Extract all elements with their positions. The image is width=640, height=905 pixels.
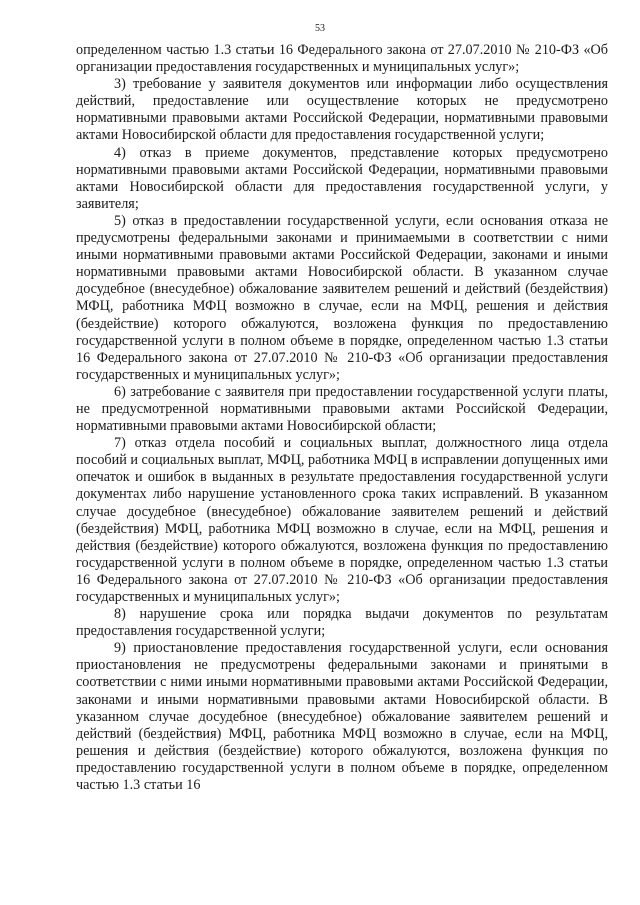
paragraph: 7) отказ отдела пособий и социальных выплат, должностного лица отдела пособий и социальных выплат, МФЦ, работника МФЦ в исправлении допущенных ими опечаток и ошибок в выданных в результате предоставления государственной услуги документах либо нарушение установленного срока таких исправлений. В указанном случае досудебное (внесудебное) обжалование заявителем решений и действий (бездействия) МФЦ, работника МФЦ возможно в случае, если на МФЦ, решения и действия (бездействие) которого обжалуются, возложена функция по предоставлению государственной услуги в полном объеме в порядке, определенном частью 1.3 статьи 16 Федерального закона от 27.07.2010 № 210-ФЗ «Об организации предоставления государственных и муниципальных услуг»; <box>76 435 608 605</box>
page-number: 53 <box>315 23 325 34</box>
paragraph: 3) требование у заявителя документов или информации либо осуществления действий, предоставление или осуществление которых не предусмотрено нормативными правовыми актами Российской Федерации, нормативными правовыми актами Новосибирской области для предоставления государственной услуги; <box>76 76 608 144</box>
paragraph: 6) затребование с заявителя при предоставлении государственной услуги платы, не предусмотренной нормативными правовыми актами Российской Федерации, нормативными правовыми актами Новосибирской области; <box>76 383 608 435</box>
paragraph: 5) отказ в предоставлении государственной услуги, если основания отказа не предусмотрены федеральными законами и принимаемыми в соответствии с ними иными нормативными правовыми актами Российской Федерации, законами и иными нормативными правовыми актами Новосибирской области. В указанном случае досудебное (внесудебное) обжалование заявителем решений и действий (бездействия) МФЦ, работника МФЦ возможно в случае, если на МФЦ, решения и действия (бездействие) которого обжалуются, возложена функция по предоставлению государственной услуги в полном объеме в порядке, определенном частью 1.3 статьи 16 Федерального закона от 27.07.2010 № 210-ФЗ «Об организации предоставления государственных и муниципальных услуг»; <box>76 212 608 383</box>
paragraph: определенном частью 1.3 статьи 16 Федерального закона от 27.07.2010 № 210-ФЗ «Об организации предоставления государственных и муниципальных услуг»; <box>76 42 608 76</box>
paragraph: 8) нарушение срока или порядка выдачи документов по результатам предоставления государственной услуги; <box>76 606 608 640</box>
paragraph: 4) отказ в приеме документов, представление которых предусмотрено нормативными правовыми актами Российской Федерации, нормативными правовыми актами Новосибирской области для предоставления государственной услуги, у заявителя; <box>76 144 608 212</box>
paragraph: 9) приостановление предоставления государственной услуги, если основания приостановления не предусмотрены федеральными законами и принятыми в соответствии с ними иными нормативными правовыми актами Российской Федерации, законами и иными нормативными правовыми актами Новосибирской области. В указанном случае досудебное (внесудебное) обжалование заявителем решений и действий (бездействия) МФЦ, работника МФЦ возможно в случае, если на МФЦ, решения и действия (бездействие) которого обжалуются, возложена функция по предоставлению государственной услуги в полном объеме в порядке, определенном частью 1.3 статьи 16 <box>76 640 608 794</box>
body-text <box>76 42 608 794</box>
